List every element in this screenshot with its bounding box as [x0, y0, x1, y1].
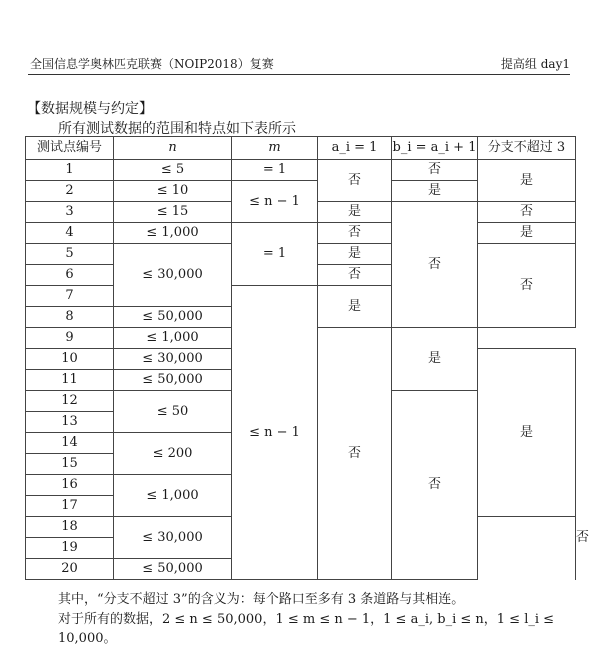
test-id: 12: [26, 391, 114, 412]
test-id: 7: [26, 286, 114, 307]
test-id: 20: [26, 559, 114, 580]
m-cell: = 1: [232, 223, 318, 286]
header-m: m: [232, 137, 318, 160]
a-cell: 否: [318, 265, 392, 286]
m-cell: ≤ n − 1: [232, 286, 318, 580]
test-id: 16: [26, 475, 114, 496]
test-id: 4: [26, 223, 114, 244]
section-title: 【数据规模与约定】: [27, 101, 153, 117]
n-cell: ≤ 10: [114, 181, 232, 202]
a-cell: 是: [318, 202, 392, 223]
branch-cell: 是: [478, 160, 576, 202]
test-id: 6: [26, 265, 114, 286]
test-id: 2: [26, 181, 114, 202]
test-id: 8: [26, 307, 114, 328]
m-cell: = 1: [232, 160, 318, 181]
n-cell: ≤ 50,000: [114, 370, 232, 391]
header-n: n: [114, 137, 232, 160]
header-branch: 分支不超过 3: [478, 137, 576, 160]
a-cell: 否: [318, 160, 392, 202]
intro-text: 所有测试数据的范围和特点如下表所示: [58, 121, 296, 137]
table-header-row: [26, 137, 576, 160]
test-id: 5: [26, 244, 114, 265]
group-day-label: 提高组 day1: [500, 57, 570, 71]
b-cell: 否: [392, 391, 478, 580]
branch-cell: 是: [478, 349, 576, 517]
footnote-constraints: 对于所有的数据，2 ≤ n ≤ 50,000，1 ≤ m ≤ n − 1，1 ≤ a_i, b_i ≤ n，1 ≤ l_i ≤ 10,000。: [58, 612, 555, 646]
n-cell: ≤ 1,000: [114, 223, 232, 244]
b-cell: 否: [392, 202, 478, 328]
a-cell: 否: [318, 223, 392, 244]
test-id: 9: [26, 328, 114, 349]
m-cell: ≤ n − 1: [232, 181, 318, 223]
n-cell: ≤ 30,000: [114, 349, 232, 370]
header-test-id: 测试点编号: [26, 137, 114, 160]
n-cell: ≤ 50,000: [114, 307, 232, 328]
header-b: b_i = a_i + 1: [392, 137, 478, 160]
a-cell: 是: [318, 244, 392, 265]
n-cell: ≤ 50,000: [114, 559, 232, 580]
a-cell: 是: [318, 286, 392, 328]
table-row: 17 否: [26, 496, 576, 517]
test-id: 17: [26, 496, 114, 517]
header-a: a_i = 1: [318, 137, 392, 160]
n-cell: ≤ 1,000: [114, 328, 232, 349]
b-cell: 是: [392, 181, 478, 202]
contest-title: 全国信息学奥林匹克联赛（NOIP2018）复赛: [30, 57, 274, 71]
test-id: 18: [26, 517, 114, 538]
test-id: 11: [26, 370, 114, 391]
n-cell: ≤ 15: [114, 202, 232, 223]
n-cell: ≤ 30,000: [114, 517, 232, 559]
test-id: 19: [26, 538, 114, 559]
branch-cell: 否: [478, 202, 576, 223]
test-id: 10: [26, 349, 114, 370]
a-cell: 否: [318, 328, 392, 580]
b-cell: 否: [392, 160, 478, 181]
b-cell: 是: [392, 328, 478, 391]
test-id: 15: [26, 454, 114, 475]
n-cell: ≤ 5: [114, 160, 232, 181]
table-row: [26, 223, 576, 244]
n-cell: ≤ 1,000: [114, 475, 232, 517]
page-header: [28, 52, 570, 75]
branch-cell: 否: [478, 244, 576, 328]
table-row: [26, 160, 576, 181]
footnote-branch: 其中，“分支不超过 3”的含义为：每个路口至多有 3 条道路与其相连。: [58, 592, 465, 607]
n-cell: ≤ 50: [114, 391, 232, 433]
data-constraints-table: [25, 136, 590, 580]
test-id: 1: [26, 160, 114, 181]
test-id: 13: [26, 412, 114, 433]
n-cell: ≤ 30,000: [114, 244, 232, 307]
test-id: 3: [26, 202, 114, 223]
n-cell: ≤ 200: [114, 433, 232, 475]
test-id: 14: [26, 433, 114, 454]
branch-cell: 是: [478, 223, 576, 244]
